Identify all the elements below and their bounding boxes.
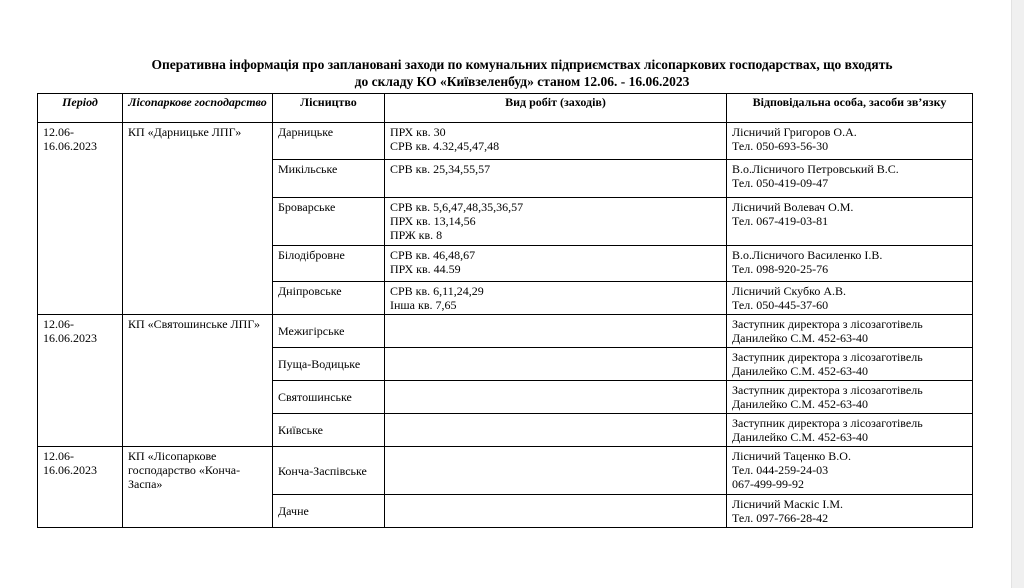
period-cell: 12.06-16.06.2023: [38, 315, 123, 447]
works-line: ПРХ кв. 30: [390, 125, 446, 139]
forestry-cell: Святошинське: [273, 381, 385, 414]
forestry-cell: Пуща-Водицьке: [273, 348, 385, 381]
contact-person: Лісничий Григоров О.А.: [732, 125, 857, 139]
works-cell: [385, 348, 727, 381]
enterprise-cell: КП «Дарницьке ЛПГ»: [123, 123, 273, 315]
works-cell: [385, 160, 727, 198]
works-line: ПРЖ кв. 8: [390, 228, 443, 242]
title-line-2: до складу КО «Київзеленбуд» станом 12.06. - 16.06.2023: [354, 74, 690, 89]
contact-person: Лісничий Маскіс І.М.: [732, 497, 843, 511]
page-edge: [1011, 0, 1024, 588]
contact-phone: Данилейко С.М. 452-63-40: [732, 430, 868, 444]
header-forestry: Лісництво: [273, 94, 385, 123]
header-enterprise: Лісопаркове господарство: [123, 94, 273, 123]
forestry-cell: Дачне: [273, 495, 385, 528]
contact-cell: [727, 414, 973, 447]
contact-phone: Тел. 097-766-28-42: [732, 511, 829, 525]
forestry-cell: Конча-Заспівське: [273, 447, 385, 495]
contact-phone: Данилейко С.М. 452-63-40: [732, 331, 868, 345]
contact-person: В.о.Лісничого Василенко І.В.: [732, 248, 883, 262]
contact-person: Лісничий Волевач О.М.: [732, 200, 854, 214]
contact-cell: [727, 315, 973, 348]
contact-person: Заступник директора з лісозаготівель: [732, 416, 923, 430]
works-cell: [385, 447, 727, 495]
contact-cell: [727, 381, 973, 414]
header-works: Вид робіт (заходів): [385, 94, 727, 123]
period-cell: 12.06-16.06.2023: [38, 447, 123, 528]
forestry-cell: Микільське: [273, 160, 385, 198]
operations-table: [37, 93, 973, 528]
contact-cell: [727, 198, 973, 246]
contact-phone: Тел. 050-445-37-60: [732, 298, 829, 312]
contact-person: Заступник директора з лісозаготівель: [732, 383, 923, 397]
period-cell: 12.06-16.06.2023: [38, 123, 123, 315]
works-cell: [385, 198, 727, 246]
contact-cell: [727, 246, 973, 282]
works-cell: [385, 381, 727, 414]
contact-cell: [727, 348, 973, 381]
works-cell: [385, 495, 727, 528]
forestry-cell: Київське: [273, 414, 385, 447]
works-line: ПРХ кв. 44.59: [390, 262, 461, 276]
works-line: СРВ кв. 46,48,67: [390, 248, 476, 262]
contact-cell: [727, 123, 973, 160]
contact-phone: Данилейко С.М. 452-63-40: [732, 364, 868, 378]
table-row: [38, 315, 973, 348]
works-cell: [385, 282, 727, 315]
contact-phone: Тел. 067-419-03-81: [732, 214, 829, 228]
works-line: СРВ кв. 6,11,24,29: [390, 284, 484, 298]
works-line: СРВ кв. 25,34,55,57: [390, 162, 491, 176]
contact-phone: 067-499-99-92: [732, 477, 804, 491]
header-period: Період: [38, 94, 123, 123]
forestry-cell: Білодібровне: [273, 246, 385, 282]
contact-phone: Тел. 050-693-56-30: [732, 139, 829, 153]
header-contact: Відповідальна особа, засоби зв’язку: [727, 94, 973, 123]
works-cell: [385, 246, 727, 282]
contact-person: В.о.Лісничого Петровський В.С.: [732, 162, 899, 176]
contact-phone: Тел. 050-419-09-47: [732, 176, 829, 190]
title-line-1: Оперативна інформація про заплановані заходи по комунальних підприємствах лісопаркових господарствах, що входять: [151, 57, 893, 72]
contact-phone: Данилейко С.М. 452-63-40: [732, 397, 868, 411]
works-cell: [385, 414, 727, 447]
enterprise-cell: КП «Лісопаркове господарство «Конча-Заспа»: [123, 447, 273, 528]
contact-cell: [727, 447, 973, 495]
contact-person: Заступник директора з лісозаготівель: [732, 350, 923, 364]
works-line: СРВ кв. 4.32,45,47,48: [390, 139, 500, 153]
forestry-cell: Дніпровське: [273, 282, 385, 315]
works-line: Інша кв. 7,65: [390, 298, 457, 312]
contact-phone: Тел. 044-259-24-03: [732, 463, 829, 477]
document-title: [40, 56, 1004, 90]
contact-person: Лісничий Скубко А.В.: [732, 284, 847, 298]
contact-person: Лісничий Таценко В.О.: [732, 449, 851, 463]
contact-cell: [727, 160, 973, 198]
works-cell: [385, 315, 727, 348]
works-line: ПРХ кв. 13,14,56: [390, 214, 476, 228]
contact-cell: [727, 495, 973, 528]
contact-cell: [727, 282, 973, 315]
table-row: [38, 447, 973, 495]
contact-phone: Тел. 098-920-25-76: [732, 262, 829, 276]
works-cell: [385, 123, 727, 160]
forestry-cell: Броварське: [273, 198, 385, 246]
forestry-cell: Межигірське: [273, 315, 385, 348]
contact-person: Заступник директора з лісозаготівель: [732, 317, 923, 331]
table-row: [38, 123, 973, 160]
forestry-cell: Дарницьке: [273, 123, 385, 160]
works-line: СРВ кв. 5,6,47,48,35,36,57: [390, 200, 524, 214]
enterprise-cell: КП «Святошинське ЛПГ»: [123, 315, 273, 447]
table-header-row: [38, 94, 973, 123]
